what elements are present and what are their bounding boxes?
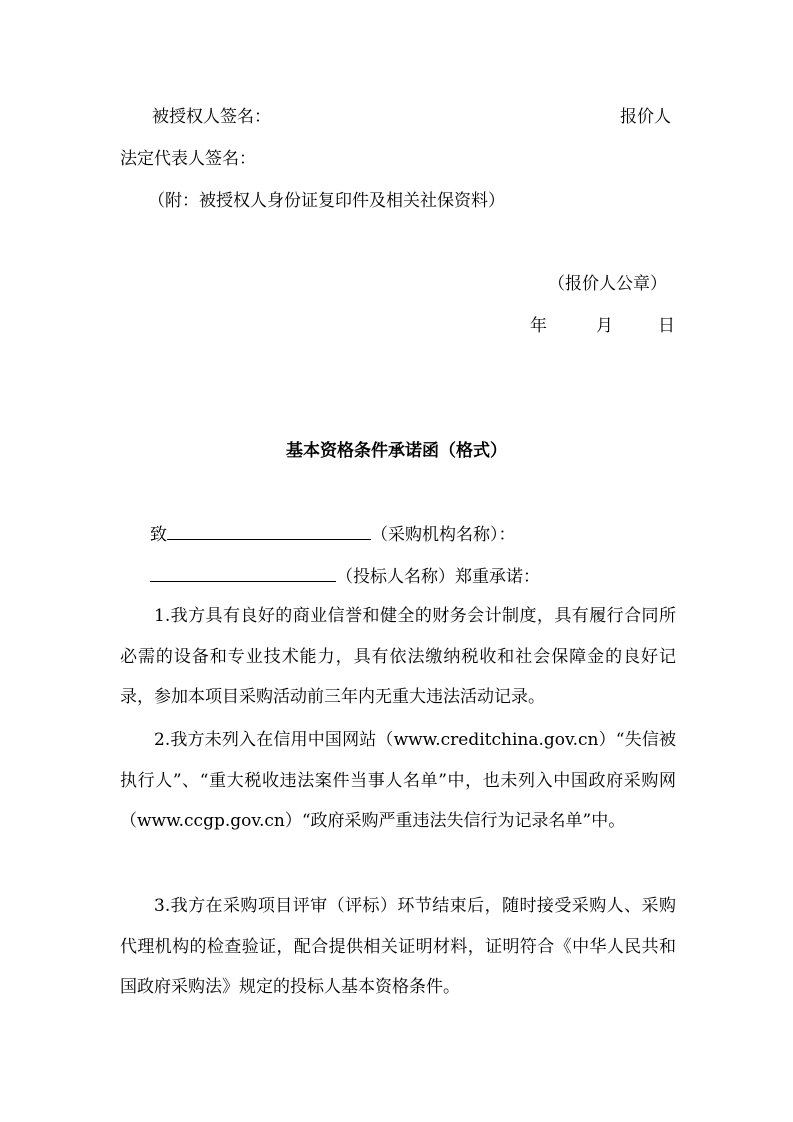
to-line xyxy=(150,521,516,546)
legal-rep-signature-label: 法定代表人签名： xyxy=(120,149,256,169)
letter-title: 基本资格条件承诺函（格式） xyxy=(286,441,507,461)
quoter-label: 报价人 xyxy=(620,107,671,127)
to-suffix: （采购机构名称）： xyxy=(371,525,516,545)
bidder-line xyxy=(150,563,540,588)
date-month: 月 xyxy=(596,316,613,336)
date-year: 年 xyxy=(530,316,547,336)
date-day: 日 xyxy=(658,316,675,336)
commitment-item-2: 2.我方未列入在信用中国网站（www.creditchina.gov.cn）“失信被执行人”、“重大税收违法案件当事人名单”中，也未列入中国政府采购网（www.ccgp.gov.cn）“政府采购严重违法失信行为记录名单”中。 xyxy=(120,730,676,831)
to-prefix: 致 xyxy=(150,525,167,545)
commitment-item-1: 1.我方具有良好的商业信誉和健全的财务会计制度，具有履行合同所必需的设备和专业技术能力，具有依法缴纳税收和社会保障金的良好记录，参加本项目采购活动前三年内无重大违法活动记录。 xyxy=(120,606,676,707)
seal-label: （报价人公章） xyxy=(548,274,667,294)
commitment-item-3: 3.我方在采购项目评审（评标）环节结束后，随时接受采购人、采购代理机构的检查验证，配合提供相关证明材料，证明符合《中华人民共和国政府采购法》规定的投标人基本资格条件。 xyxy=(120,896,676,997)
authorized-signature-label: 被授权人签名： xyxy=(152,107,271,127)
bidder-name-blank[interactable] xyxy=(150,563,336,582)
purchasing-agency-blank[interactable] xyxy=(167,521,371,540)
attachment-note: （附：被授权人身份证复印件及相关社保资料） xyxy=(148,191,505,211)
bidder-suffix: （投标人名称）郑重承诺： xyxy=(336,567,540,587)
